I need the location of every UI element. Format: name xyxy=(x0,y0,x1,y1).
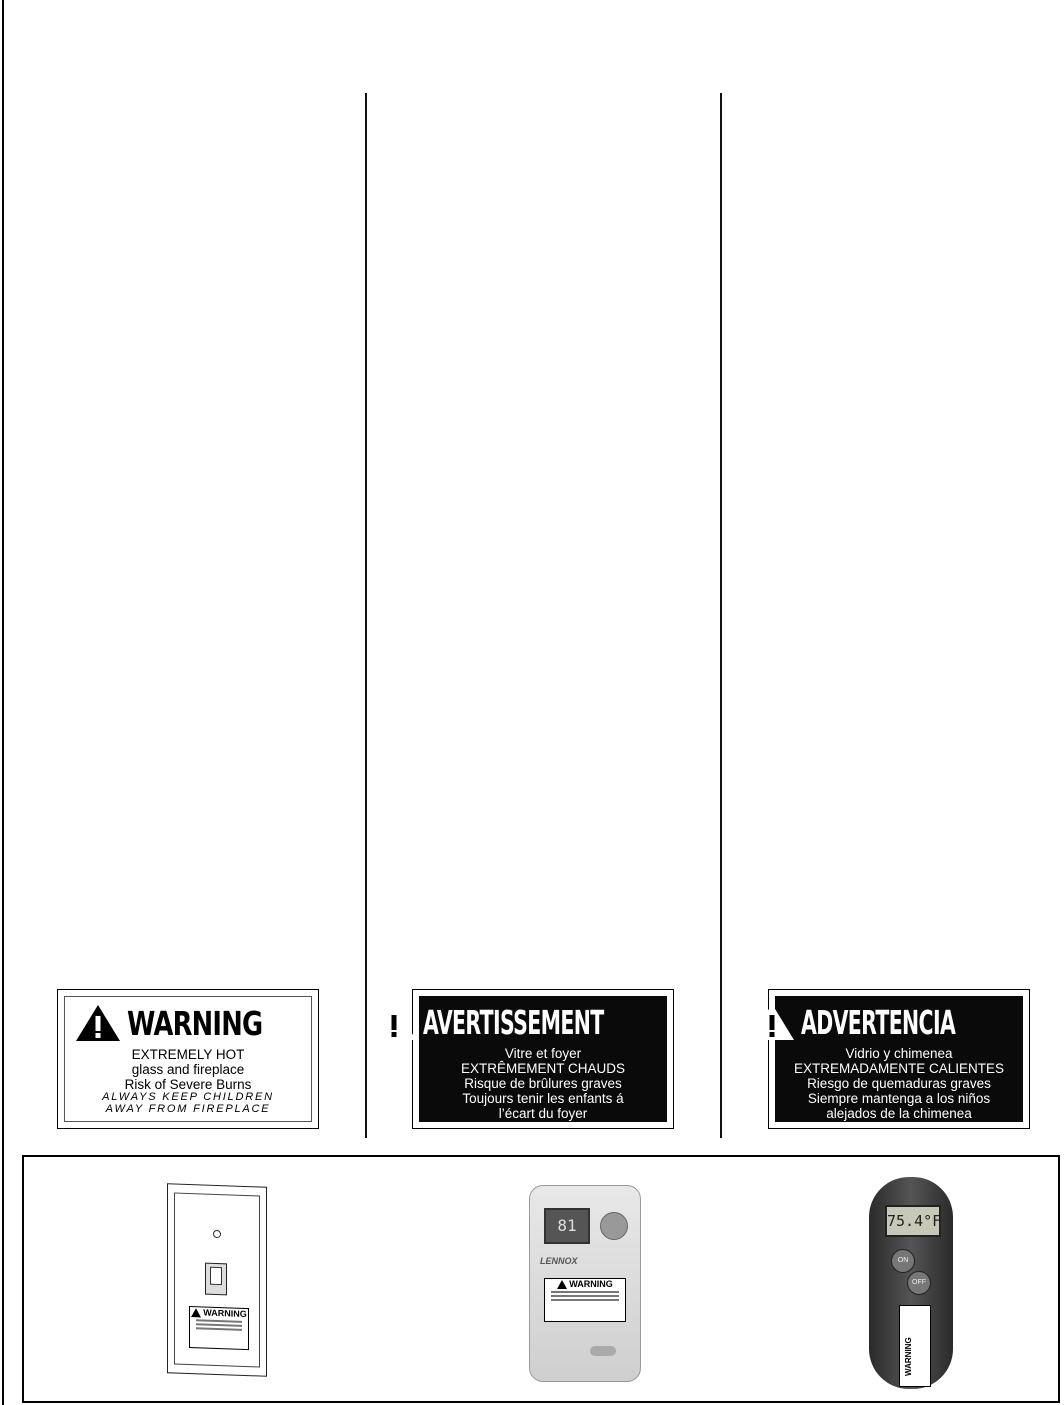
device-illustrations-panel xyxy=(22,1155,1060,1403)
label-line: EXTREMADAMENTE CALIENTES xyxy=(793,1061,1005,1076)
thermostat-display: 81 xyxy=(544,1208,590,1244)
remote-control-illustration xyxy=(869,1177,953,1389)
mini-label-title: WARNING xyxy=(569,1279,613,1289)
label-line-italic: AWAY FROM FIREPLACE xyxy=(105,1102,271,1115)
column-divider-2 xyxy=(720,93,722,1138)
label-line: l’écart du foyer xyxy=(498,1106,588,1121)
remote-off-button: OFF xyxy=(907,1271,931,1295)
remote-on-button: ON xyxy=(891,1249,915,1273)
warning-label-french xyxy=(412,989,674,1129)
thermostat-brand: LENNOX xyxy=(540,1256,578,1266)
label-line: EXTRÊMEMENT CHAUDS xyxy=(460,1061,626,1076)
mini-label-title: WARNING xyxy=(904,1337,913,1376)
label-line: Toujours tenir les enfants á xyxy=(462,1091,624,1106)
label-line: Siempre mantenga a los niños xyxy=(807,1091,991,1106)
warning-triangle-icon xyxy=(557,1280,567,1289)
label-line: Vitre et foyer xyxy=(504,1046,582,1061)
label-line: Risk of Severe Burns xyxy=(124,1077,252,1092)
mini-warning-label xyxy=(189,1306,249,1350)
label-title: WARNING xyxy=(127,1003,263,1043)
thermostat-illustration xyxy=(529,1185,641,1382)
label-line: Riesgo de quemaduras graves xyxy=(807,1076,991,1091)
column-divider-1 xyxy=(365,93,367,1138)
toggle-switch-icon xyxy=(205,1263,227,1296)
dial-icon xyxy=(600,1212,628,1240)
warning-triangle-icon xyxy=(75,1004,121,1042)
warning-label-spanish xyxy=(768,989,1030,1129)
warning-triangle-icon xyxy=(191,1308,201,1317)
mini-label-title: WARNING xyxy=(203,1307,247,1320)
warning-triangle-icon xyxy=(749,1003,795,1041)
label-line: EXTREMELY HOT xyxy=(131,1047,245,1062)
page-left-rule xyxy=(2,0,4,1405)
mini-warning-label xyxy=(899,1305,931,1387)
label-line: Vidrio y chimenea xyxy=(845,1046,953,1061)
label-line: glass and fireplace xyxy=(131,1062,245,1077)
slider-icon xyxy=(590,1346,616,1356)
screw-icon xyxy=(213,1230,221,1238)
wall-switch-plate-illustration xyxy=(167,1183,267,1376)
warning-triangle-icon xyxy=(371,1003,417,1041)
label-line-italic: ALWAYS KEEP CHILDREN xyxy=(102,1091,274,1103)
label-title: AVERTISSEMENT xyxy=(423,1002,604,1042)
remote-display: 75.4°F xyxy=(885,1205,941,1237)
label-line: alejados de la chimenea xyxy=(826,1106,972,1121)
label-line: Risque de brûlures graves xyxy=(464,1076,622,1091)
warning-label-english xyxy=(57,989,319,1129)
mini-warning-label xyxy=(544,1278,626,1322)
label-title: ADVERTENCIA xyxy=(800,1002,955,1042)
